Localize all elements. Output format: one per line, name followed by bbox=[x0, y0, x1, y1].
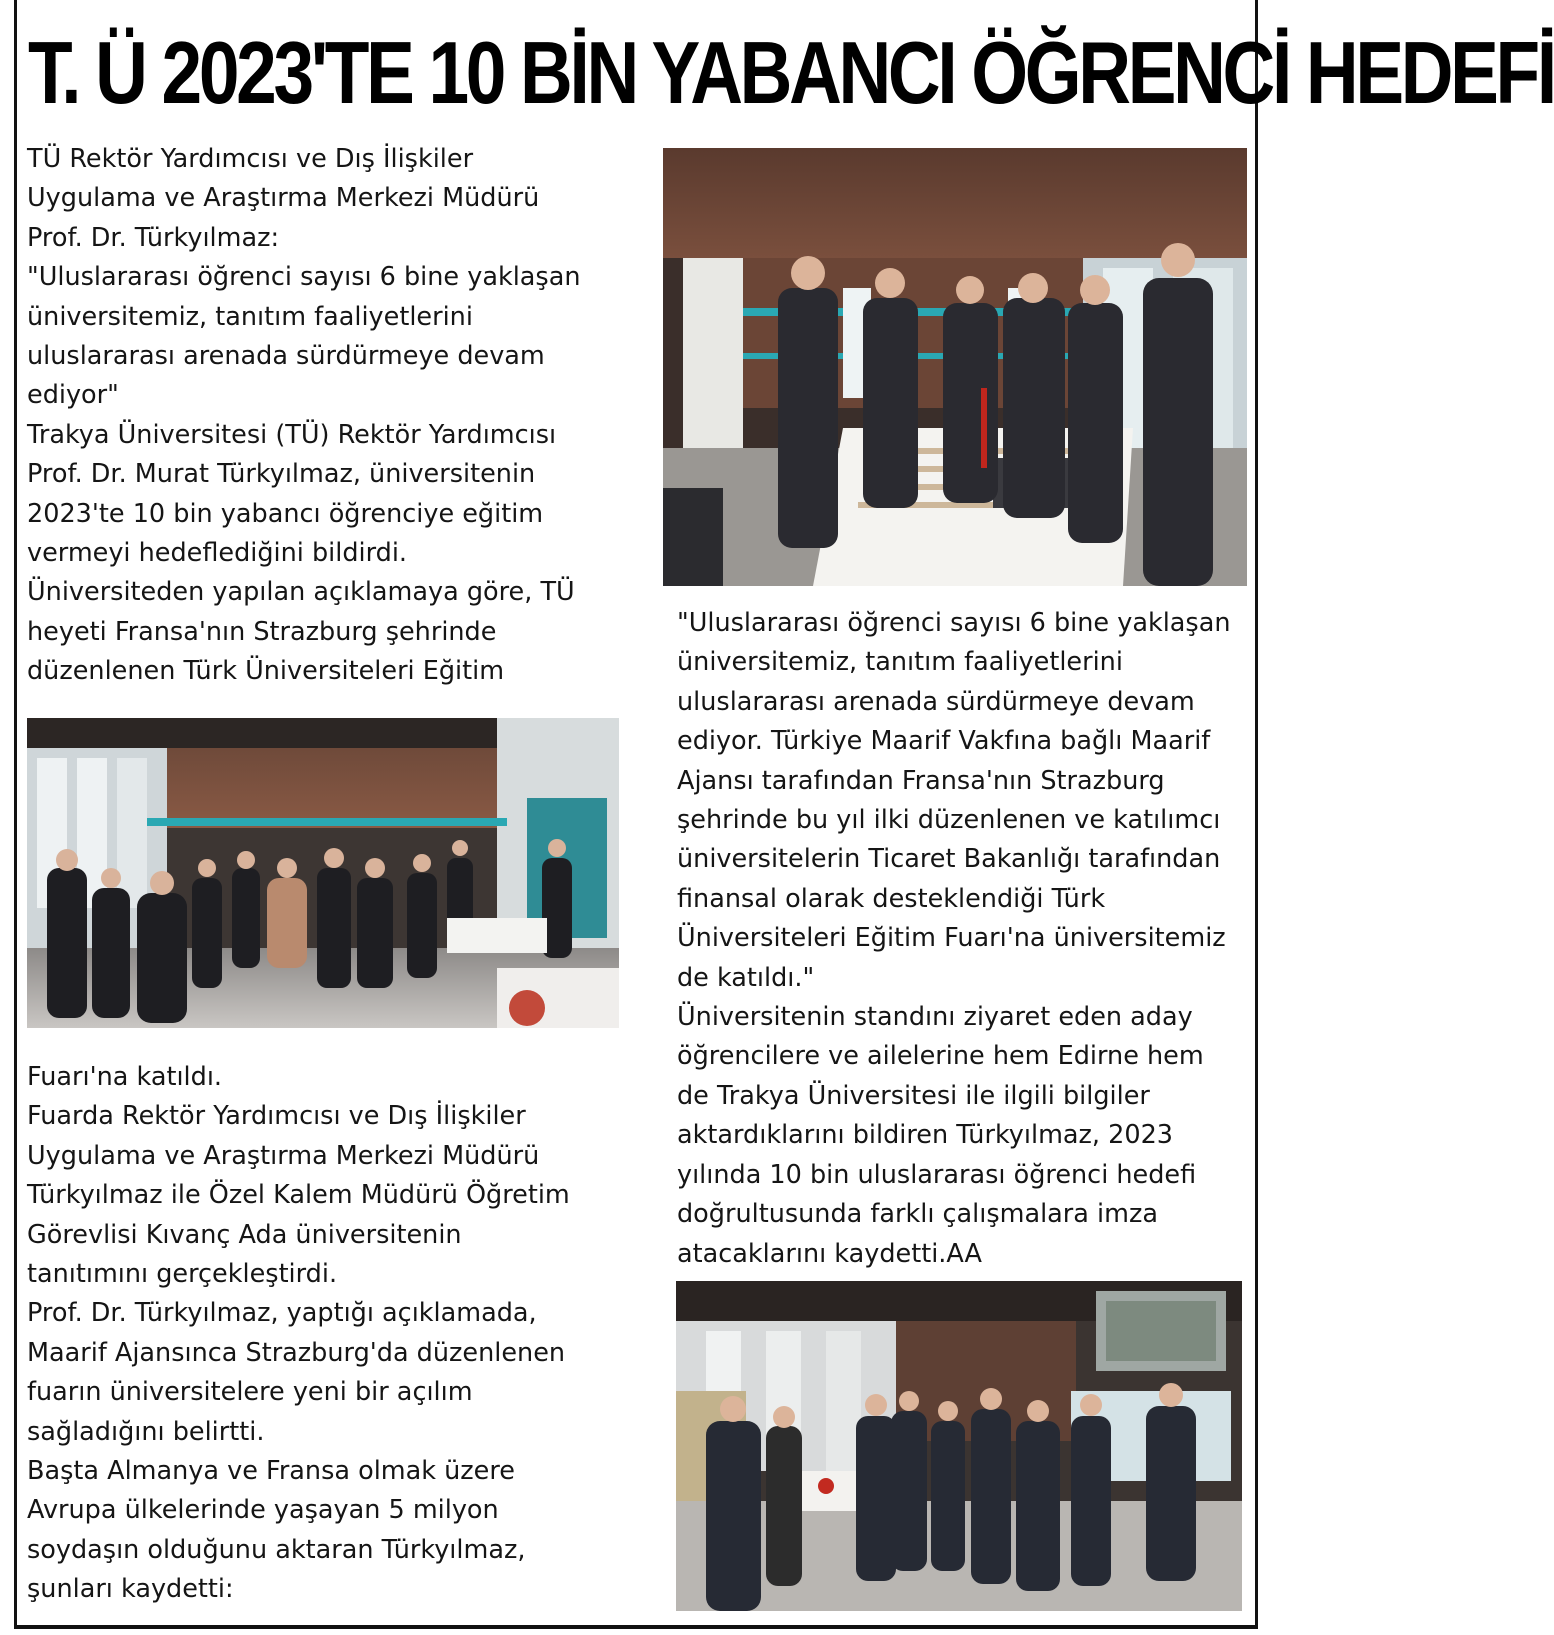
text-line: Prof. Dr. Türkyılmaz: bbox=[27, 222, 280, 253]
text-line: Türkyılmaz ile Özel Kalem Müdürü Öğretim bbox=[27, 1180, 570, 1211]
text-line: öğrencilere ve ailelerine hem Edirne hem bbox=[677, 1041, 1204, 1072]
text-line: aktardıklarını bildiren Türkyılmaz, 2023 bbox=[677, 1120, 1174, 1151]
text-line: Uygulama ve Araştırma Merkezi Müdürü bbox=[27, 183, 540, 214]
text-line: Görevlisi Kıvanç Ada üniversitenin bbox=[27, 1219, 462, 1250]
text-line: tanıtımını gerçekleştirdi. bbox=[27, 1259, 338, 1290]
text-line: Üniversiteden yapılan açıklamaya göre, TÜ bbox=[27, 577, 575, 608]
photo-fair-hall bbox=[27, 718, 619, 1028]
text-line: üniversitemiz, tanıtım faaliyetlerini bbox=[27, 301, 473, 332]
text-line: de katıldı." bbox=[677, 962, 815, 993]
text-line: yılında 10 bin uluslararası öğrenci hedefi bbox=[677, 1159, 1197, 1190]
text-line: atacaklarını kaydetti.AA bbox=[677, 1238, 982, 1269]
text-line: ediyor" bbox=[27, 380, 119, 411]
text-line: fuarın üniversitelere yeni bir açılım bbox=[27, 1377, 473, 1408]
text-line: düzenlenen Türk Üniversiteleri Eğitim bbox=[27, 656, 505, 687]
text-line: Maarif Ajansınca Strazburg'da düzenlenen bbox=[27, 1337, 566, 1368]
text-line: uluslararası arenada sürdürmeye devam bbox=[27, 341, 545, 372]
text-line: heyeti Fransa'nın Strazburg şehrinde bbox=[27, 616, 497, 647]
text-line: Fuarda Rektör Yardımcısı ve Dış İlişkiler bbox=[27, 1101, 526, 1132]
text-line: Prof. Dr. Murat Türkyılmaz, üniversitenin bbox=[27, 459, 536, 490]
text-line: şehrinde bu yıl ilki düzenlenen ve katılımcı bbox=[677, 805, 1221, 836]
column-right bbox=[677, 604, 1231, 1274]
text-line: doğrultusunda farklı çalışmalara imza bbox=[677, 1199, 1158, 1230]
photo-delegation-stand bbox=[663, 148, 1247, 586]
text-line: TÜ Rektör Yardımcısı ve Dış İlişkiler bbox=[27, 144, 474, 174]
text-line: üniversitemiz, tanıtım faaliyetlerini bbox=[677, 647, 1123, 678]
text-line: Fuarı'na katıldı. bbox=[27, 1062, 223, 1092]
headline: T. Ü 2023'TE 10 BİN YABANCI ÖĞRENCİ HEDEFİ bbox=[28, 23, 1554, 122]
text-line: ediyor. Türkiye Maarif Vakfına bağlı Maarif bbox=[677, 726, 1211, 757]
text-line: Başta Almanya ve Fransa olmak üzere bbox=[27, 1456, 515, 1487]
text-line: "Uluslararası öğrenci sayısı 6 bine yaklaşan bbox=[677, 608, 1231, 638]
text-line: de Trakya Üniversitesi ile ilgili bilgiler bbox=[677, 1080, 1150, 1111]
column-left-bottom bbox=[27, 1058, 570, 1610]
text-line: Üniversitenin standını ziyaret eden aday bbox=[677, 1002, 1193, 1033]
text-line: "Uluslararası öğrenci sayısı 6 bine yaklaşan bbox=[27, 262, 581, 293]
text-line: Uygulama ve Araştırma Merkezi Müdürü bbox=[27, 1140, 540, 1171]
text-line: uluslararası arenada sürdürmeye devam bbox=[677, 686, 1195, 717]
text-line: soydaşın olduğunu aktaran Türkyılmaz, bbox=[27, 1534, 526, 1565]
column-left-top bbox=[27, 140, 581, 692]
text-line: finansal olarak desteklendiği Türk bbox=[677, 883, 1106, 914]
text-line: Üniversiteleri Eğitim Fuarı'na üniversitemiz bbox=[677, 923, 1226, 954]
text-line: Prof. Dr. Türkyılmaz, yaptığı açıklamada, bbox=[27, 1298, 537, 1329]
text-line: 2023'te 10 bin yabancı öğrenciye eğitim bbox=[27, 498, 544, 529]
photo-fair-visitors bbox=[676, 1281, 1242, 1611]
text-line: Trakya Üniversitesi (TÜ) Rektör Yardımcısı bbox=[27, 419, 557, 450]
text-line: Ajansı tarafından Fransa'nın Strazburg bbox=[677, 765, 1165, 796]
text-line: Avrupa ülkelerinde yaşayan 5 milyon bbox=[27, 1495, 499, 1526]
text-line: üniversitelerin Ticaret Bakanlığı tarafından bbox=[677, 844, 1221, 875]
text-line: vermeyi hedeflediğini bildirdi. bbox=[27, 538, 408, 569]
text-line: sağladığını belirtti. bbox=[27, 1416, 265, 1447]
text-line: şunları kaydetti: bbox=[27, 1574, 234, 1605]
